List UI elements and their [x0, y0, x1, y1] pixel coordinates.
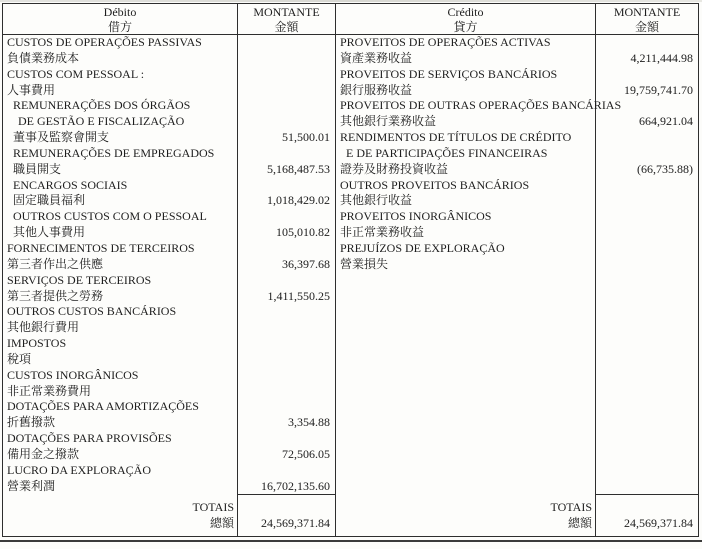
- header-credit-pt: Crédito: [447, 5, 484, 19]
- credit-row-label: 其他銀行業務收益: [340, 114, 437, 129]
- credit-row-amount: [596, 146, 693, 162]
- debit-row-amount: [238, 384, 330, 400]
- debit-row-label: REMUNERAÇÕES DOS ÓRGÃOS: [13, 98, 191, 113]
- debit-row-amount: [238, 241, 330, 257]
- credit-row-label: RENDIMENTOS DE TÍTULOS DE CRÉDITO: [340, 130, 572, 145]
- credit-row-amount: [596, 67, 693, 83]
- totals-credit-label: [336, 499, 592, 531]
- credit-row-amount: [596, 193, 693, 209]
- debit-row-amount: [238, 304, 330, 320]
- debit-row-amount: [238, 368, 330, 384]
- credit-row-amount: 4,211,444.98: [630, 50, 693, 65]
- debit-row-label: ENCARGOS SOCIAIS: [13, 177, 128, 192]
- debit-row-label: 非正常業務費用: [7, 383, 92, 398]
- totals-credit-box-top-border: [595, 494, 698, 495]
- header-credit-amount-zh: 金額: [634, 20, 659, 34]
- debit-row-amount: [238, 209, 330, 225]
- credit-row-label: E DE PARTICIPAÇÕES FINANCEIRAS: [346, 145, 548, 160]
- debit-row-amount: 105,010.82: [276, 225, 330, 240]
- debit-row-amount: [238, 463, 330, 479]
- debit-row-label: CUSTOS COM PESSOAL :: [7, 66, 145, 81]
- credit-row-amount: 19,759,741.70: [624, 82, 693, 97]
- credit-row-amount: [596, 241, 693, 257]
- debit-row-label: CUSTOS INORGÂNICOS: [7, 367, 139, 382]
- credit-row-amount: 664,921.04: [639, 114, 693, 129]
- credit-row-amount: (66,735.88): [637, 161, 693, 176]
- header-credit-amount: [596, 4, 698, 34]
- totals-debit-label-pt: TOTAIS: [192, 500, 234, 514]
- credit-row-label: OUTROS PROVEITOS BANCÁRIOS: [340, 177, 530, 192]
- totals-debit-amount: 24,569,371.84: [261, 516, 330, 530]
- debit-row-label: LUCRO DA EXPLORAÇÃO: [7, 462, 152, 477]
- credit-row-amount: [596, 98, 693, 114]
- credit-row-label: 其他銀行收益: [340, 193, 413, 208]
- debit-row-amount: [238, 67, 330, 83]
- debit-row-label: DOTAÇÕES PARA PROVISÕES: [7, 431, 172, 446]
- header-debit-pt: Débito: [103, 5, 137, 19]
- debit-row-label: 營業利潤: [7, 478, 56, 493]
- debit-row-label: IMPOSTOS: [7, 336, 67, 351]
- debit-row-label: FORNECIMENTOS DE TERCEIROS: [7, 240, 195, 255]
- debit-row-label: DOTAÇÕES PARA AMORTIZAÇÕES: [7, 399, 199, 414]
- credit-row-label: PROVEITOS DE SERVIÇOS BANCÁRIOS: [340, 66, 558, 81]
- header-credit-amount-pt: MONTANTE: [613, 5, 681, 19]
- credit-row-amount: [596, 178, 693, 194]
- debit-row-amount: [238, 399, 330, 415]
- debit-row-label: 職員開支: [13, 161, 62, 176]
- credit-row-label: 資產業務收益: [340, 50, 413, 65]
- credit-row-amount: [596, 35, 693, 51]
- totals-credit-amount: 24,569,371.84: [624, 516, 693, 530]
- debit-row-label: OUTROS CUSTOS BANCÁRIOS: [7, 304, 177, 319]
- credit-row-label: 營業損失: [340, 256, 389, 271]
- credit-row-label: PROVEITOS DE OUTRAS OPERAÇÕES BANCÁRIAS: [340, 98, 622, 113]
- credit-row-label: PROVEITOS INORGÂNICOS: [340, 209, 492, 224]
- debit-row-label: 備用金之撥款: [7, 446, 80, 461]
- header-debit-zh: 借方: [107, 20, 132, 34]
- debit-row-label: SERVIÇOS DE TERCEIROS: [7, 272, 152, 287]
- totals-debit-label-zh: 總額: [209, 516, 234, 530]
- credit-row-label: 非正常業務收益: [340, 225, 425, 240]
- debit-row-amount: [238, 336, 330, 352]
- debit-row-label: 第三者作出之供應: [7, 256, 104, 271]
- debit-row-amount: 72,506.05: [282, 446, 330, 461]
- credit-row-amount: [596, 209, 693, 225]
- debit-row-amount: 1,411,550.25: [267, 288, 330, 303]
- header-credit: [336, 4, 595, 34]
- debit-row-amount: [238, 352, 330, 368]
- debit-row-amount: 36,397.68: [282, 256, 330, 271]
- debit-row-amount: [238, 83, 330, 99]
- debit-row-amount: [238, 114, 330, 130]
- debit-row-amount: [238, 320, 330, 336]
- debit-row-label: 人事費用: [7, 82, 56, 97]
- totals-debit-label: [3, 499, 234, 531]
- credit-row-label: 銀行服務收益: [340, 82, 413, 97]
- credit-row-label: 證券及財務投資收益: [340, 161, 449, 176]
- debit-row-label: 折舊撥款: [7, 415, 56, 430]
- debit-row-label: 第三者提供之勞務: [7, 288, 104, 303]
- totals-debit-box-top-border: [237, 494, 336, 495]
- debit-row-amount: [238, 98, 330, 114]
- debit-row-amount: 16,702,135.60: [261, 478, 330, 493]
- debit-row-amount: 51,500.01: [282, 130, 330, 145]
- debit-row-amount: 5,168,487.53: [267, 161, 330, 176]
- header-debit-amount-zh: 金額: [274, 20, 299, 34]
- credit-amounts-column: [596, 35, 693, 273]
- debit-row-label: 董事及監察會開支: [13, 130, 110, 145]
- credit-rows-column: [336, 35, 622, 273]
- header-debit: [3, 4, 237, 34]
- credit-row-amount: [596, 225, 693, 241]
- header-debit-amount-pt: MONTANTE: [253, 5, 320, 19]
- debit-row-label: CUSTOS DE OPERAÇÕES PASSIVAS: [7, 35, 202, 49]
- debit-row-label: 其他銀行費用: [7, 320, 80, 335]
- debit-row-amount: [238, 146, 330, 162]
- ledger-table: [2, 3, 699, 537]
- header-credit-zh: 貸方: [453, 20, 478, 34]
- debit-row-amount: [238, 178, 330, 194]
- debit-row-label: 稅項: [7, 351, 32, 366]
- debit-row-amount: [238, 431, 330, 447]
- totals-credit-label-zh: 總額: [567, 516, 592, 530]
- totals-credit-label-pt: TOTAIS: [550, 500, 592, 514]
- credit-row-label: PREJUÍZOS DE EXPLORAÇÃO: [340, 240, 505, 255]
- top-scan-artifact: [0, 0, 702, 2]
- credit-row-amount: [596, 257, 693, 273]
- debit-row-label: 固定職員福利: [13, 193, 86, 208]
- debit-row-label: OUTROS CUSTOS COM O PESSOAL: [13, 209, 207, 224]
- debit-row-label: DE GESTÃO E FISCALIZAÇÃO: [18, 114, 185, 129]
- debit-row-amount: [238, 35, 330, 51]
- credit-row-label: PROVEITOS DE OPERAÇÕES ACTIVAS: [340, 35, 551, 49]
- bottom-rule: [0, 540, 702, 542]
- header-debit-amount: [238, 4, 335, 34]
- debit-row-amount: [238, 51, 330, 67]
- debit-row-label: REMUNERAÇÕES DE EMPREGADOS: [13, 145, 215, 160]
- debit-row-amount: [238, 273, 330, 289]
- debit-amounts-column: [238, 35, 330, 494]
- debit-row-label: 負債業務成本: [7, 50, 80, 65]
- debit-rows-column: [3, 35, 237, 494]
- debit-row-label: 其他人事費用: [13, 225, 86, 240]
- debit-row-amount: 3,354.88: [288, 415, 330, 430]
- credit-row-amount: [596, 130, 693, 146]
- debit-row-amount: 1,018,429.02: [267, 193, 330, 208]
